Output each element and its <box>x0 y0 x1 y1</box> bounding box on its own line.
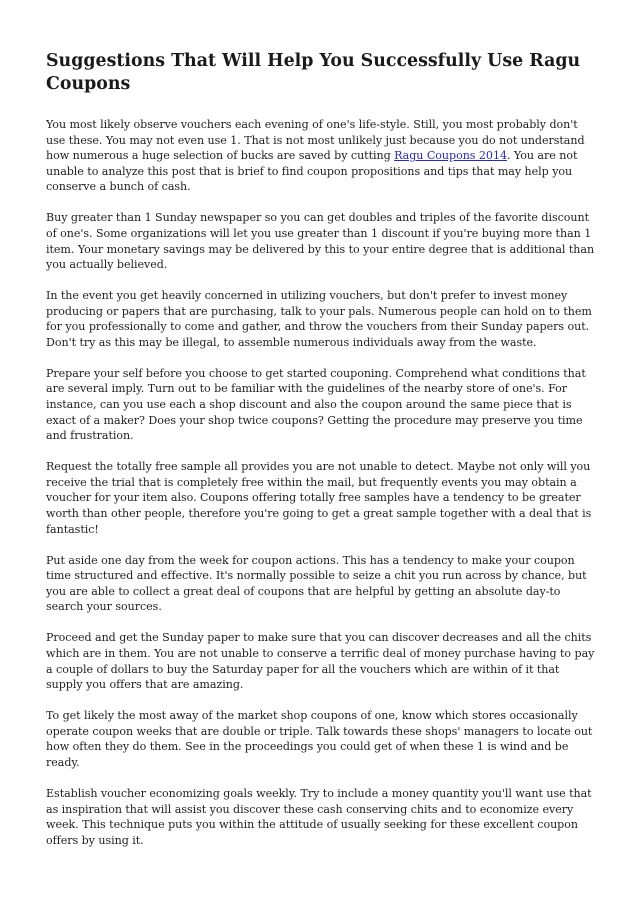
paragraph-intro <box>46 117 596 195</box>
paragraph-3: In the event you get heavily concerned in utilizing vouchers, but don't prefer to invest money producing or papers that are purchasing, talk to your pals. Numerous people can hold on to them for you professionally to come and gather, and throw the vouchers from their Sunday papers out. Don't try as this may be illegal, to assemble numerous individuals away from the waste. <box>46 289 592 349</box>
ragu-coupons-link[interactable]: Ragu Coupons 2014 <box>394 149 507 163</box>
paragraph-8: To get likely the most away of the market shop coupons of one, know which stores occasionally operate coupon weeks that are double or triple. Talk towards these shops' managers to locate out how often they do them. See in the proceedings you could get of when these 1 is wind and be ready. <box>46 709 593 769</box>
paragraph-intro-text-after: . You are not unable to analyze this post that is brief to find coupon propositions and tips that may help you conserve a bunch of cash. <box>46 149 578 194</box>
paragraph-4: Prepare your self before you choose to get started couponing. Comprehend what conditions that are several imply. Turn out to be familiar with the guidelines of the nearby store of one's. For instance, can you use each a shop discount and also the coupon around the same piece that is exact of a maker? Does your shop twice coupons? Getting the procedure may preserve you time and frustration. <box>46 366 586 443</box>
paragraph-9: Establish voucher economizing goals weekly. Try to include a money quantity you'll want use that as inspiration that will assist you discover these cash conserving chits and to economize every week. This technique puts you within the attitude of usually seeking for these excellent coupon offers by using it. <box>46 786 592 847</box>
paragraph-intro-text-before: You most likely observe vouchers each evening of one's life-style. Still, you most probably don't use these. You may not even use 1. That is not most unlikely just because you do not understand how numerous a huge selection of bucks are saved by cutting <box>46 118 585 163</box>
paragraph-7: Proceed and get the Sunday paper to make sure that you can discover decreases and all the chits which are in them. You are not unable to conserve a terrific deal of money purchase having to pay a couple of dollars to buy the Saturday paper for all the vouchers which are within of it that supply you offers that are amazing. <box>46 631 595 692</box>
page-title: Suggestions That Will Help You Successfully Use Ragu Coupons <box>46 51 581 94</box>
paragraph-2: Buy greater than 1 Sunday newspaper so you can get doubles and triples of the favorite discount of one's. Some organizations will let you use greater than 1 discount if you're buying more than 1 item. Your monetary savings may be delivered by this to your entire degree that is additional than you actually believed. <box>46 211 595 272</box>
paragraph-5: Request the totally free sample all provides you are not unable to detect. Maybe not only will you receive the trial that is completely free within the mail, but frequently events you may obtain a voucher for your item also. Coupons offering totally free samples have a tendency to be greater worth than other people, therefore you're going to get a great sample together with a deal that is fantastic! <box>46 460 592 536</box>
document-page <box>46 50 596 864</box>
paragraph-6: Put aside one day from the week for coupon actions. This has a tendency to make your coupon time structured and effective. It's normally possible to seize a chit you run across by chance, but you are able to collect a great deal of coupons that are helpful by getting an absolute day-to search your sources. <box>46 553 587 614</box>
